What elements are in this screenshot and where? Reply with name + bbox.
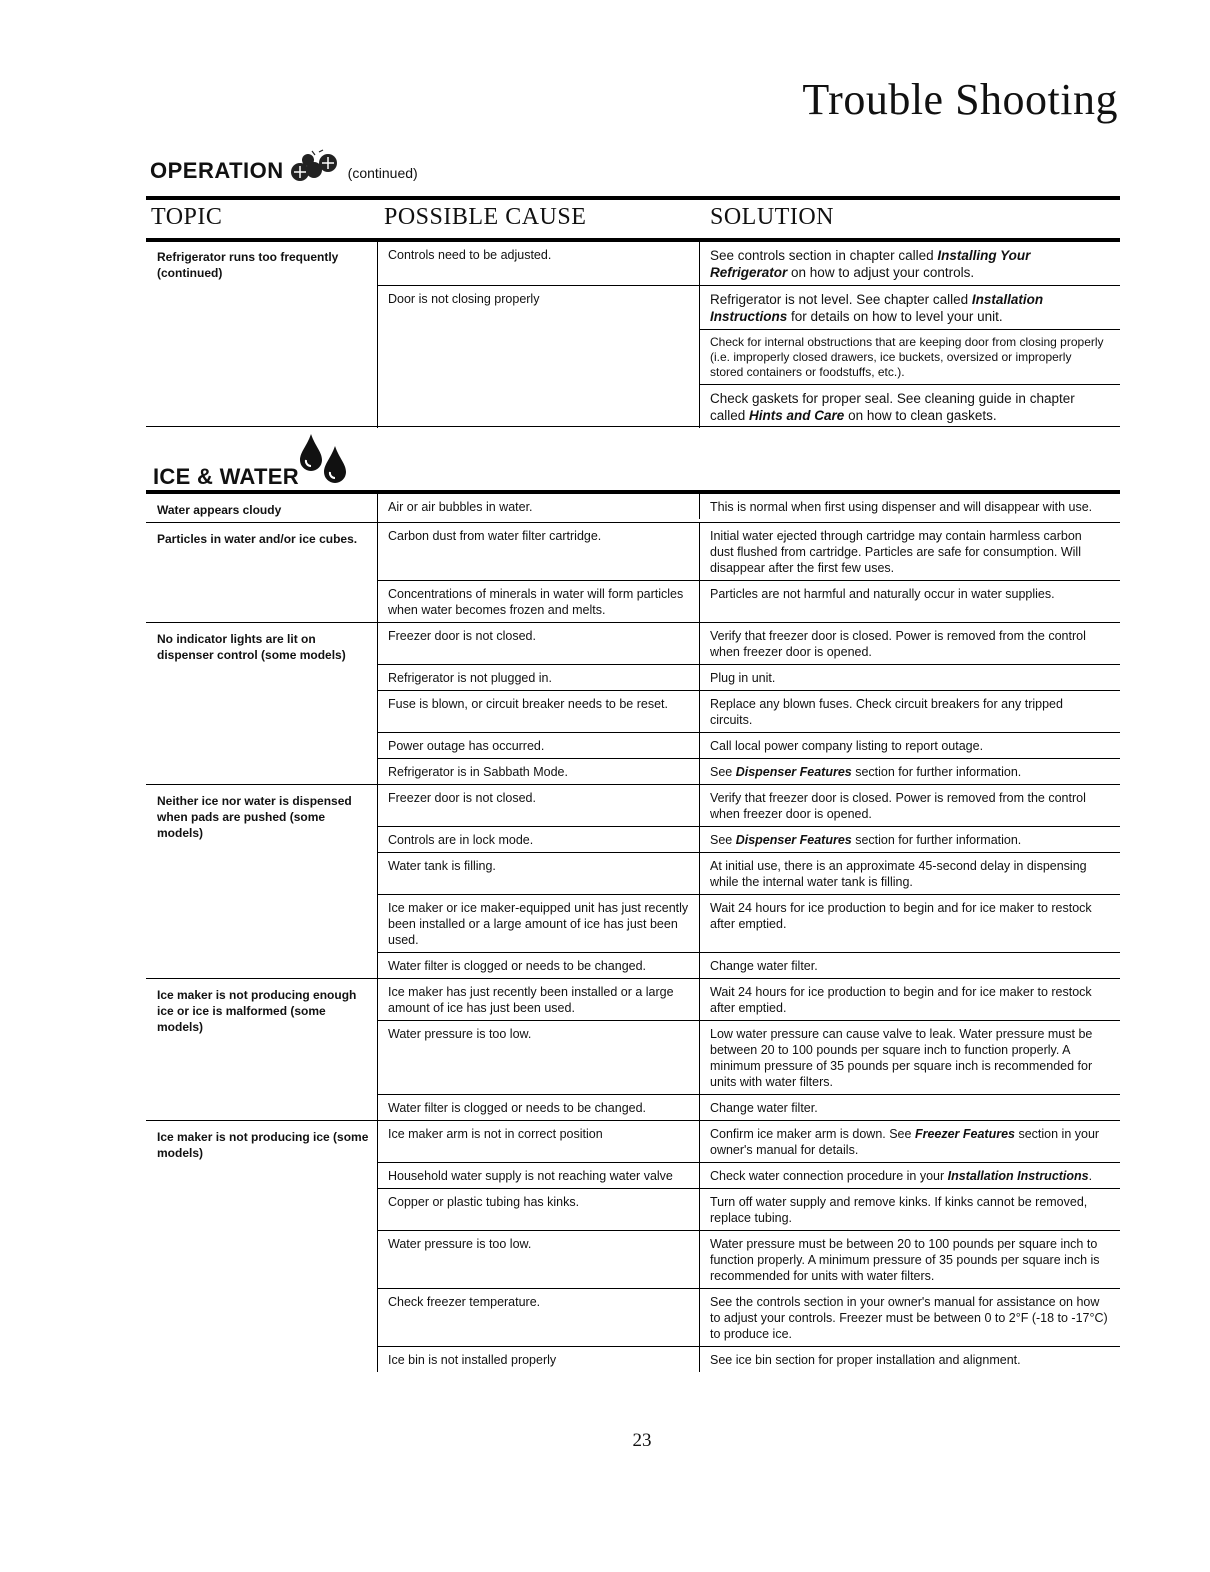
solution-text: Check gaskets for proper seal. See cleaning guide in chapter called (710, 391, 1075, 423)
solution-text: on how to adjust your controls. (787, 265, 975, 280)
table-row (378, 665, 1120, 691)
cause-cell: Power outage has occurred. (378, 733, 700, 758)
solution-cell (700, 1347, 1120, 1372)
table-row (378, 895, 1120, 953)
solution-cell (700, 1121, 1120, 1162)
solution-text: . (1088, 1169, 1093, 1183)
troubleshoot-group (146, 494, 1120, 523)
cause-cell: Door is not closing properly (378, 286, 700, 428)
table-row (378, 242, 1120, 286)
solution-cell (700, 1231, 1120, 1288)
table-row (378, 827, 1120, 853)
solution-cell (700, 733, 1120, 758)
solution-text: Low water pressure can cause valve to leak. Water pressure must be between 20 to 100 pounds per square inch to function properly. A minimum pressure of 35 pounds per square inch is recommended for units with water filters. (710, 1027, 1093, 1089)
solution-text: Check for internal obstructions that are keeping door from closing properly (i.e. improperly closed drawers, ice buckets, oversized or improperly stored containers or foodstuffs, etc.). (710, 335, 1104, 379)
solution-cell (700, 1189, 1120, 1230)
table-row (378, 1231, 1120, 1289)
table-row (378, 1189, 1120, 1231)
solution-cell (700, 895, 1120, 952)
solution-cell (700, 494, 1120, 519)
solution-text: Wait 24 hours for ice production to begin and for ice maker to restock after emptied. (710, 985, 1092, 1015)
operation-end-rule (146, 426, 378, 427)
rows (378, 979, 1120, 1120)
table-row (378, 1163, 1120, 1189)
solution-text: See ice bin section for proper installation and alignment. (710, 1353, 1021, 1367)
solution-text: Wait 24 hours for ice production to begin and for ice maker to restock after emptied. (710, 901, 1092, 931)
troubleshoot-group (146, 242, 1120, 428)
emphasis-text: Dispenser Features (735, 765, 852, 779)
table-row (378, 979, 1120, 1021)
emphasis-text: Installation Instructions (710, 292, 1044, 324)
solution-cell (700, 623, 1120, 664)
table-row (378, 691, 1120, 733)
troubleshoot-group (146, 623, 1120, 785)
table-row (378, 759, 1120, 784)
table-row (378, 523, 1120, 581)
solution-cell (700, 1289, 1120, 1346)
table-row (378, 286, 1120, 428)
solution-text: Verify that freezer door is closed. Power is removed from the control when freezer door is opened. (710, 629, 1086, 659)
emphasis-text: Dispenser Features (735, 833, 852, 847)
snowflake-icon (286, 148, 344, 184)
topic-cell: Refrigerator runs too frequently (continued) (146, 242, 378, 428)
page-number: 23 (632, 1430, 652, 1451)
solution-cell (700, 330, 1120, 385)
solution-text: Particles are not harmful and naturally occur in water supplies. (710, 587, 1055, 601)
cause-cell: Water filter is clogged or needs to be changed. (378, 953, 700, 978)
solution-text: Call local power company listing to report outage. (710, 739, 984, 753)
cause-cell: Refrigerator is not plugged in. (378, 665, 700, 690)
cause-cell: Ice maker arm is not in correct position (378, 1121, 700, 1162)
cause-cell: Water pressure is too low. (378, 1231, 700, 1288)
ice-water-title: ICE & WATER (153, 464, 299, 489)
header-rule-top (146, 196, 1120, 200)
solution-text: Change water filter. (710, 1101, 818, 1115)
cause-cell: Freezer door is not closed. (378, 785, 700, 826)
table-row (378, 733, 1120, 759)
troubleshoot-group (146, 523, 1120, 623)
solution-cell (700, 286, 1120, 330)
cause-cell: Copper or plastic tubing has kinks. (378, 1189, 700, 1230)
solution-text: Water pressure must be between 20 to 100 pounds per square inch to function properly. A minimum pressure of 35 pounds per square inch is recommended for units with water filters. (710, 1237, 1100, 1283)
cause-cell: Ice maker or ice maker-equipped unit has just recently been installed or a large amount of ice has just been used. (378, 895, 700, 952)
solution-stack (700, 286, 1120, 428)
solution-cell (700, 385, 1120, 428)
solution-cell (700, 979, 1120, 1020)
topic-cell: Water appears cloudy (146, 494, 378, 522)
solution-text: Verify that freezer door is closed. Power is removed from the control when freezer door is opened. (710, 791, 1086, 821)
table-row (378, 953, 1120, 978)
troubleshoot-group (146, 979, 1120, 1121)
cause-cell: Check freezer temperature. (378, 1289, 700, 1346)
table-row (378, 494, 1120, 519)
table-row (378, 853, 1120, 895)
solution-text: section for further information. (851, 765, 1022, 779)
column-header-topic: TOPIC (151, 204, 223, 230)
solution-cell (700, 827, 1120, 852)
ice-water-header (153, 432, 355, 490)
table-row (378, 1289, 1120, 1347)
solution-text: Turn off water supply and remove kinks. If kinks cannot be removed, replace tubing. (710, 1195, 1088, 1225)
topic-cell: Particles in water and/or ice cubes. (146, 523, 378, 622)
rows (378, 242, 1120, 428)
solution-cell (700, 953, 1120, 978)
solution-text: for details on how to level your unit. (787, 309, 1003, 324)
topic-cell: Ice maker is not producing ice (some models) (146, 1121, 378, 1372)
column-header-solution: SOLUTION (710, 204, 834, 230)
cause-cell: Ice bin is not installed properly (378, 1347, 700, 1372)
water-drop-icon (295, 432, 355, 490)
ice-water-section (146, 494, 1120, 1372)
emphasis-text: Installation Instructions (947, 1169, 1089, 1183)
troubleshoot-group (146, 785, 1120, 979)
solution-text: This is normal when first using dispenser and will disappear with use. (710, 500, 1093, 514)
solution-text: Initial water ejected through cartridge may contain harmless carbon dust flushed from cartridge. Particles are safe for consumption. Will disappear after the first few uses. (710, 529, 1082, 575)
operation-section (146, 242, 1120, 428)
operation-end-rule (376, 426, 1120, 427)
solution-cell (700, 523, 1120, 580)
cause-cell: Household water supply is not reaching water valve (378, 1163, 700, 1188)
cause-cell: Fuse is blown, or circuit breaker needs to be reset. (378, 691, 700, 732)
table-row (378, 1347, 1120, 1372)
solution-cell (700, 1095, 1120, 1120)
topic-cell: No indicator lights are lit on dispenser control (some models) (146, 623, 378, 784)
column-header-cause: POSSIBLE CAUSE (384, 204, 587, 230)
solution-cell (700, 759, 1120, 784)
cause-cell: Water pressure is too low. (378, 1021, 700, 1094)
solution-cell (700, 1021, 1120, 1094)
solution-text: See the controls section in your owner's manual for assistance on how to adjust your controls. Freezer must be between 0 to 2°F (-18 to -17°C) to produce ice. (710, 1295, 1108, 1341)
solution-cell (700, 665, 1120, 690)
cause-cell: Water filter is clogged or needs to be changed. (378, 1095, 700, 1120)
solution-cell (700, 242, 1120, 285)
solution-text: See (710, 765, 736, 779)
operation-title: OPERATION (150, 158, 284, 183)
table-row (378, 1095, 1120, 1120)
rows (378, 494, 1120, 522)
page-title: Trouble Shooting (802, 75, 1118, 124)
solution-text: on how to clean gaskets. (844, 408, 997, 423)
solution-text: Change water filter. (710, 959, 818, 973)
operation-continued: (continued) (347, 165, 418, 181)
solution-text: section for further information. (851, 833, 1022, 847)
solution-text: Confirm ice maker arm is down. See (710, 1127, 915, 1141)
table-row (378, 581, 1120, 622)
solution-cell (700, 581, 1120, 622)
solution-text: Plug in unit. (710, 671, 776, 685)
rows (378, 1121, 1120, 1372)
cause-cell: Concentrations of minerals in water will form particles when water becomes frozen and melts. (378, 581, 700, 622)
rows (378, 623, 1120, 784)
solution-cell (700, 1163, 1120, 1188)
solution-text: section in your owner's manual for details. (710, 1127, 1100, 1157)
troubleshoot-group (146, 1121, 1120, 1372)
table-row (378, 785, 1120, 827)
solution-cell (700, 691, 1120, 732)
cause-cell: Air or air bubbles in water. (378, 494, 700, 519)
solution-text: See controls section in chapter called (710, 248, 938, 263)
table-row (378, 623, 1120, 665)
solution-text: See (710, 833, 736, 847)
solution-text: Refrigerator is not level. See chapter called (710, 292, 972, 307)
table-row (378, 1021, 1120, 1095)
emphasis-text: Hints and Care (749, 408, 845, 423)
emphasis-text: Freezer Features (914, 1127, 1015, 1141)
solution-text: At initial use, there is an approximate 45-second delay in dispensing while the internal water tank is filling. (710, 859, 1087, 889)
cause-cell: Freezer door is not closed. (378, 623, 700, 664)
rows (378, 523, 1120, 622)
solution-cell (700, 785, 1120, 826)
solution-cell (700, 853, 1120, 894)
topic-cell: Ice maker is not producing enough ice or ice is malformed (some models) (146, 979, 378, 1120)
topic-cell: Neither ice nor water is dispensed when pads are pushed (some models) (146, 785, 378, 978)
operation-header (150, 148, 418, 184)
emphasis-text: Installing Your Refrigerator (710, 248, 1031, 280)
table-row (378, 1121, 1120, 1163)
cause-cell: Ice maker has just recently been installed or a large amount of ice has just been used. (378, 979, 700, 1020)
cause-cell: Controls need to be adjusted. (378, 242, 700, 285)
solution-text: Replace any blown fuses. Check circuit breakers for any tripped circuits. (710, 697, 1063, 727)
cause-cell: Refrigerator is in Sabbath Mode. (378, 759, 700, 784)
rows (378, 785, 1120, 978)
cause-cell: Controls are in lock mode. (378, 827, 700, 852)
cause-cell: Water tank is filling. (378, 853, 700, 894)
solution-text: Check water connection procedure in your (710, 1169, 948, 1183)
cause-cell: Carbon dust from water filter cartridge. (378, 523, 700, 580)
